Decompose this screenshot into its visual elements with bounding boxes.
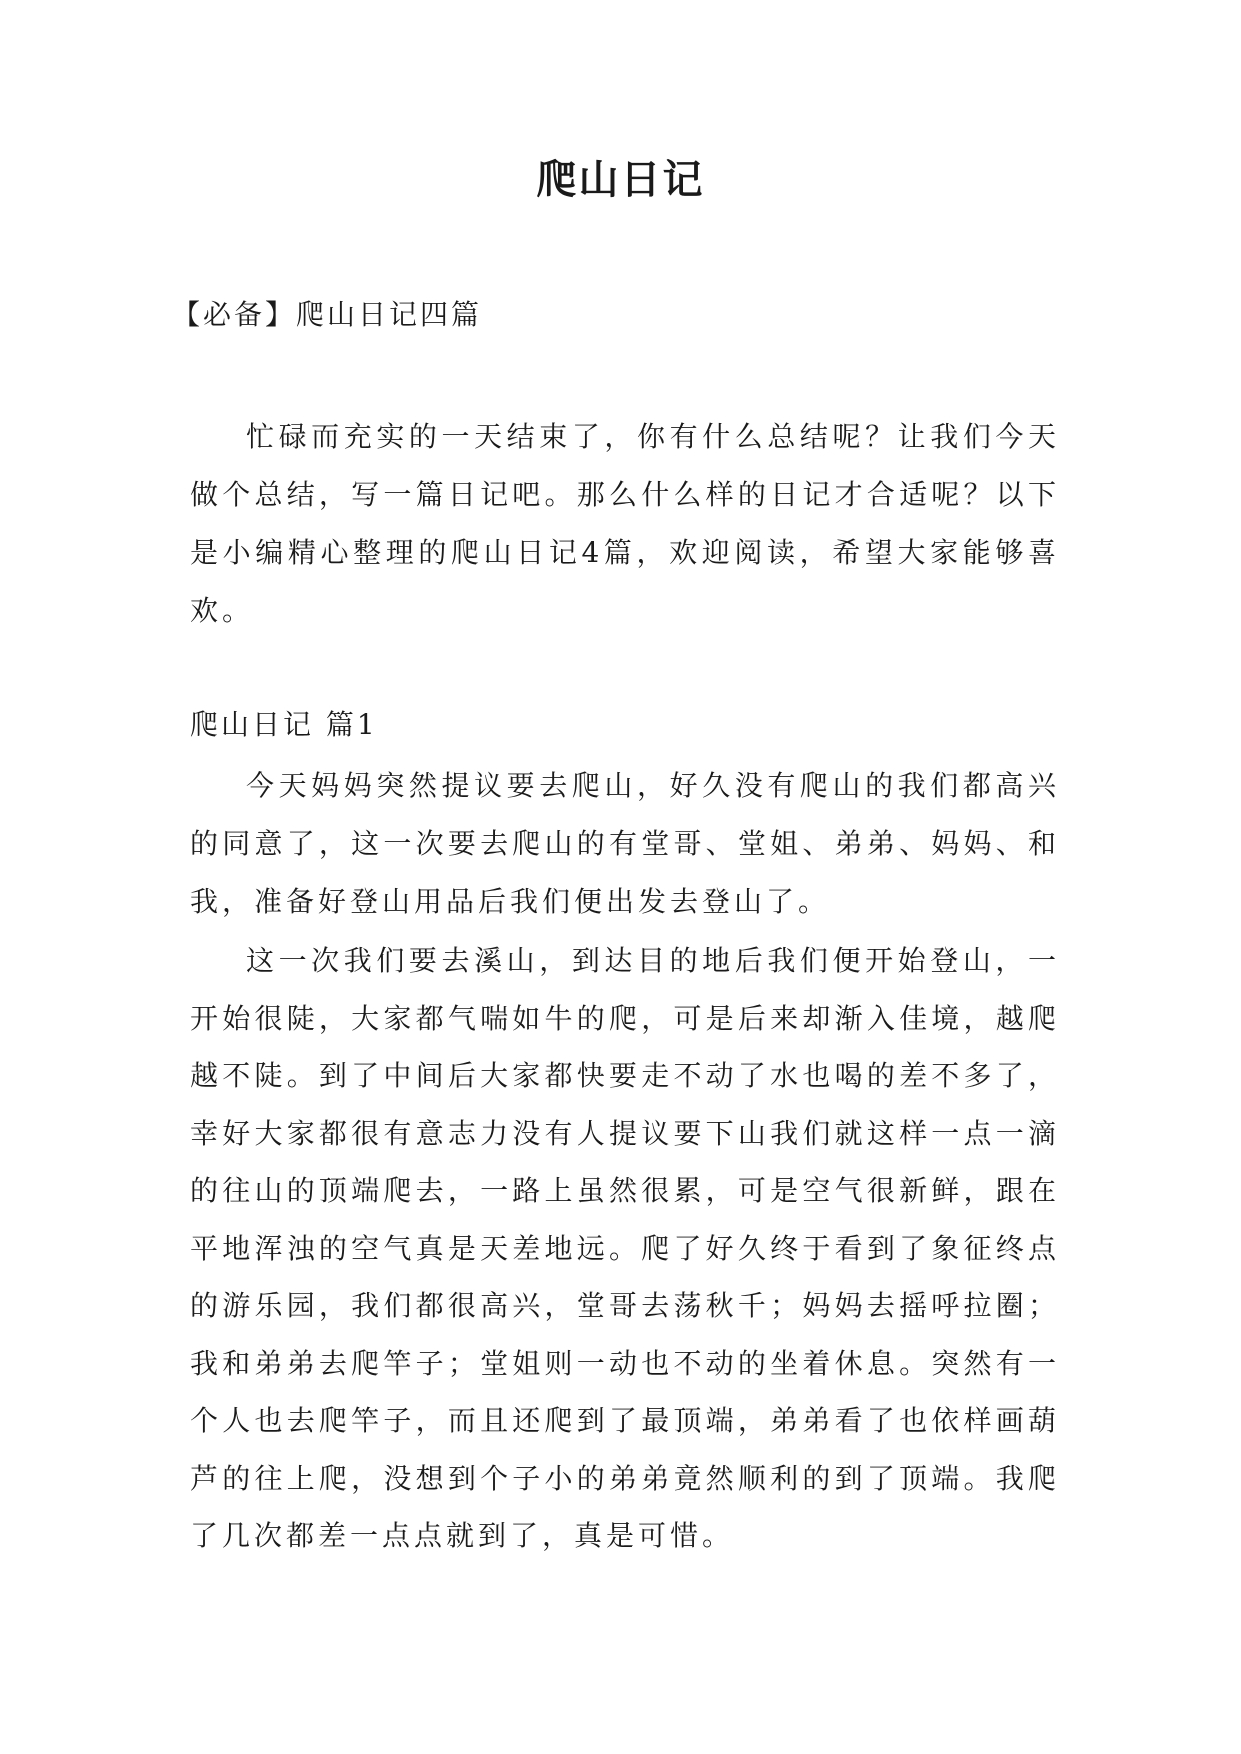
page-title: 爬山日记 <box>536 157 705 203</box>
section-heading: 爬山日记 篇1 <box>190 708 378 741</box>
intro-paragraph: 忙碌而充实的一天结束了，你有什么总结呢？让我们今天做个总结，写一篇日记吧。那么什么样的日记才合适呢？以下是小编精心整理的爬山日记4篇，欢迎阅读，希望大家能够喜欢。 <box>190 420 1060 627</box>
document-subtitle: 【必备】爬山日记四篇 <box>172 298 483 331</box>
body-paragraph-2: 这一次我们要去溪山，到达目的地后我们便开始登山，一开始很陡，大家都气喘如牛的爬，可是后来却渐入佳境，越爬越不陡。到了中间后大家都快要走不动了水也喝的差不多了，幸好大家都很有意志力没有人提议要下山我们就这样一点一滴的往山的顶端爬去，一路上虽然很累，可是空气很新鲜，跟在平地浑浊的空气真是天差地远。爬了好久终于看到了象征终点的游乐园，我们都很高兴，堂哥去荡秋千；妈妈去摇呼拉圈；我和弟弟去爬竿子；堂姐则一动也不动的坐着休息。突然有一个人也去爬竿子，而且还爬到了最顶端，弟弟看了也依样画葫芦的往上爬，没想到个子小的弟弟竟然顺利的到了顶端。我爬了几次都差一点点就到了，真是可惜。 <box>190 944 1060 1552</box>
body-paragraph-1: 今天妈妈突然提议要去爬山，好久没有爬山的我们都高兴的同意了，这一次要去爬山的有堂哥、堂姐、弟弟、妈妈、和我，准备好登山用品后我们便出发去登山了。 <box>190 769 1060 918</box>
